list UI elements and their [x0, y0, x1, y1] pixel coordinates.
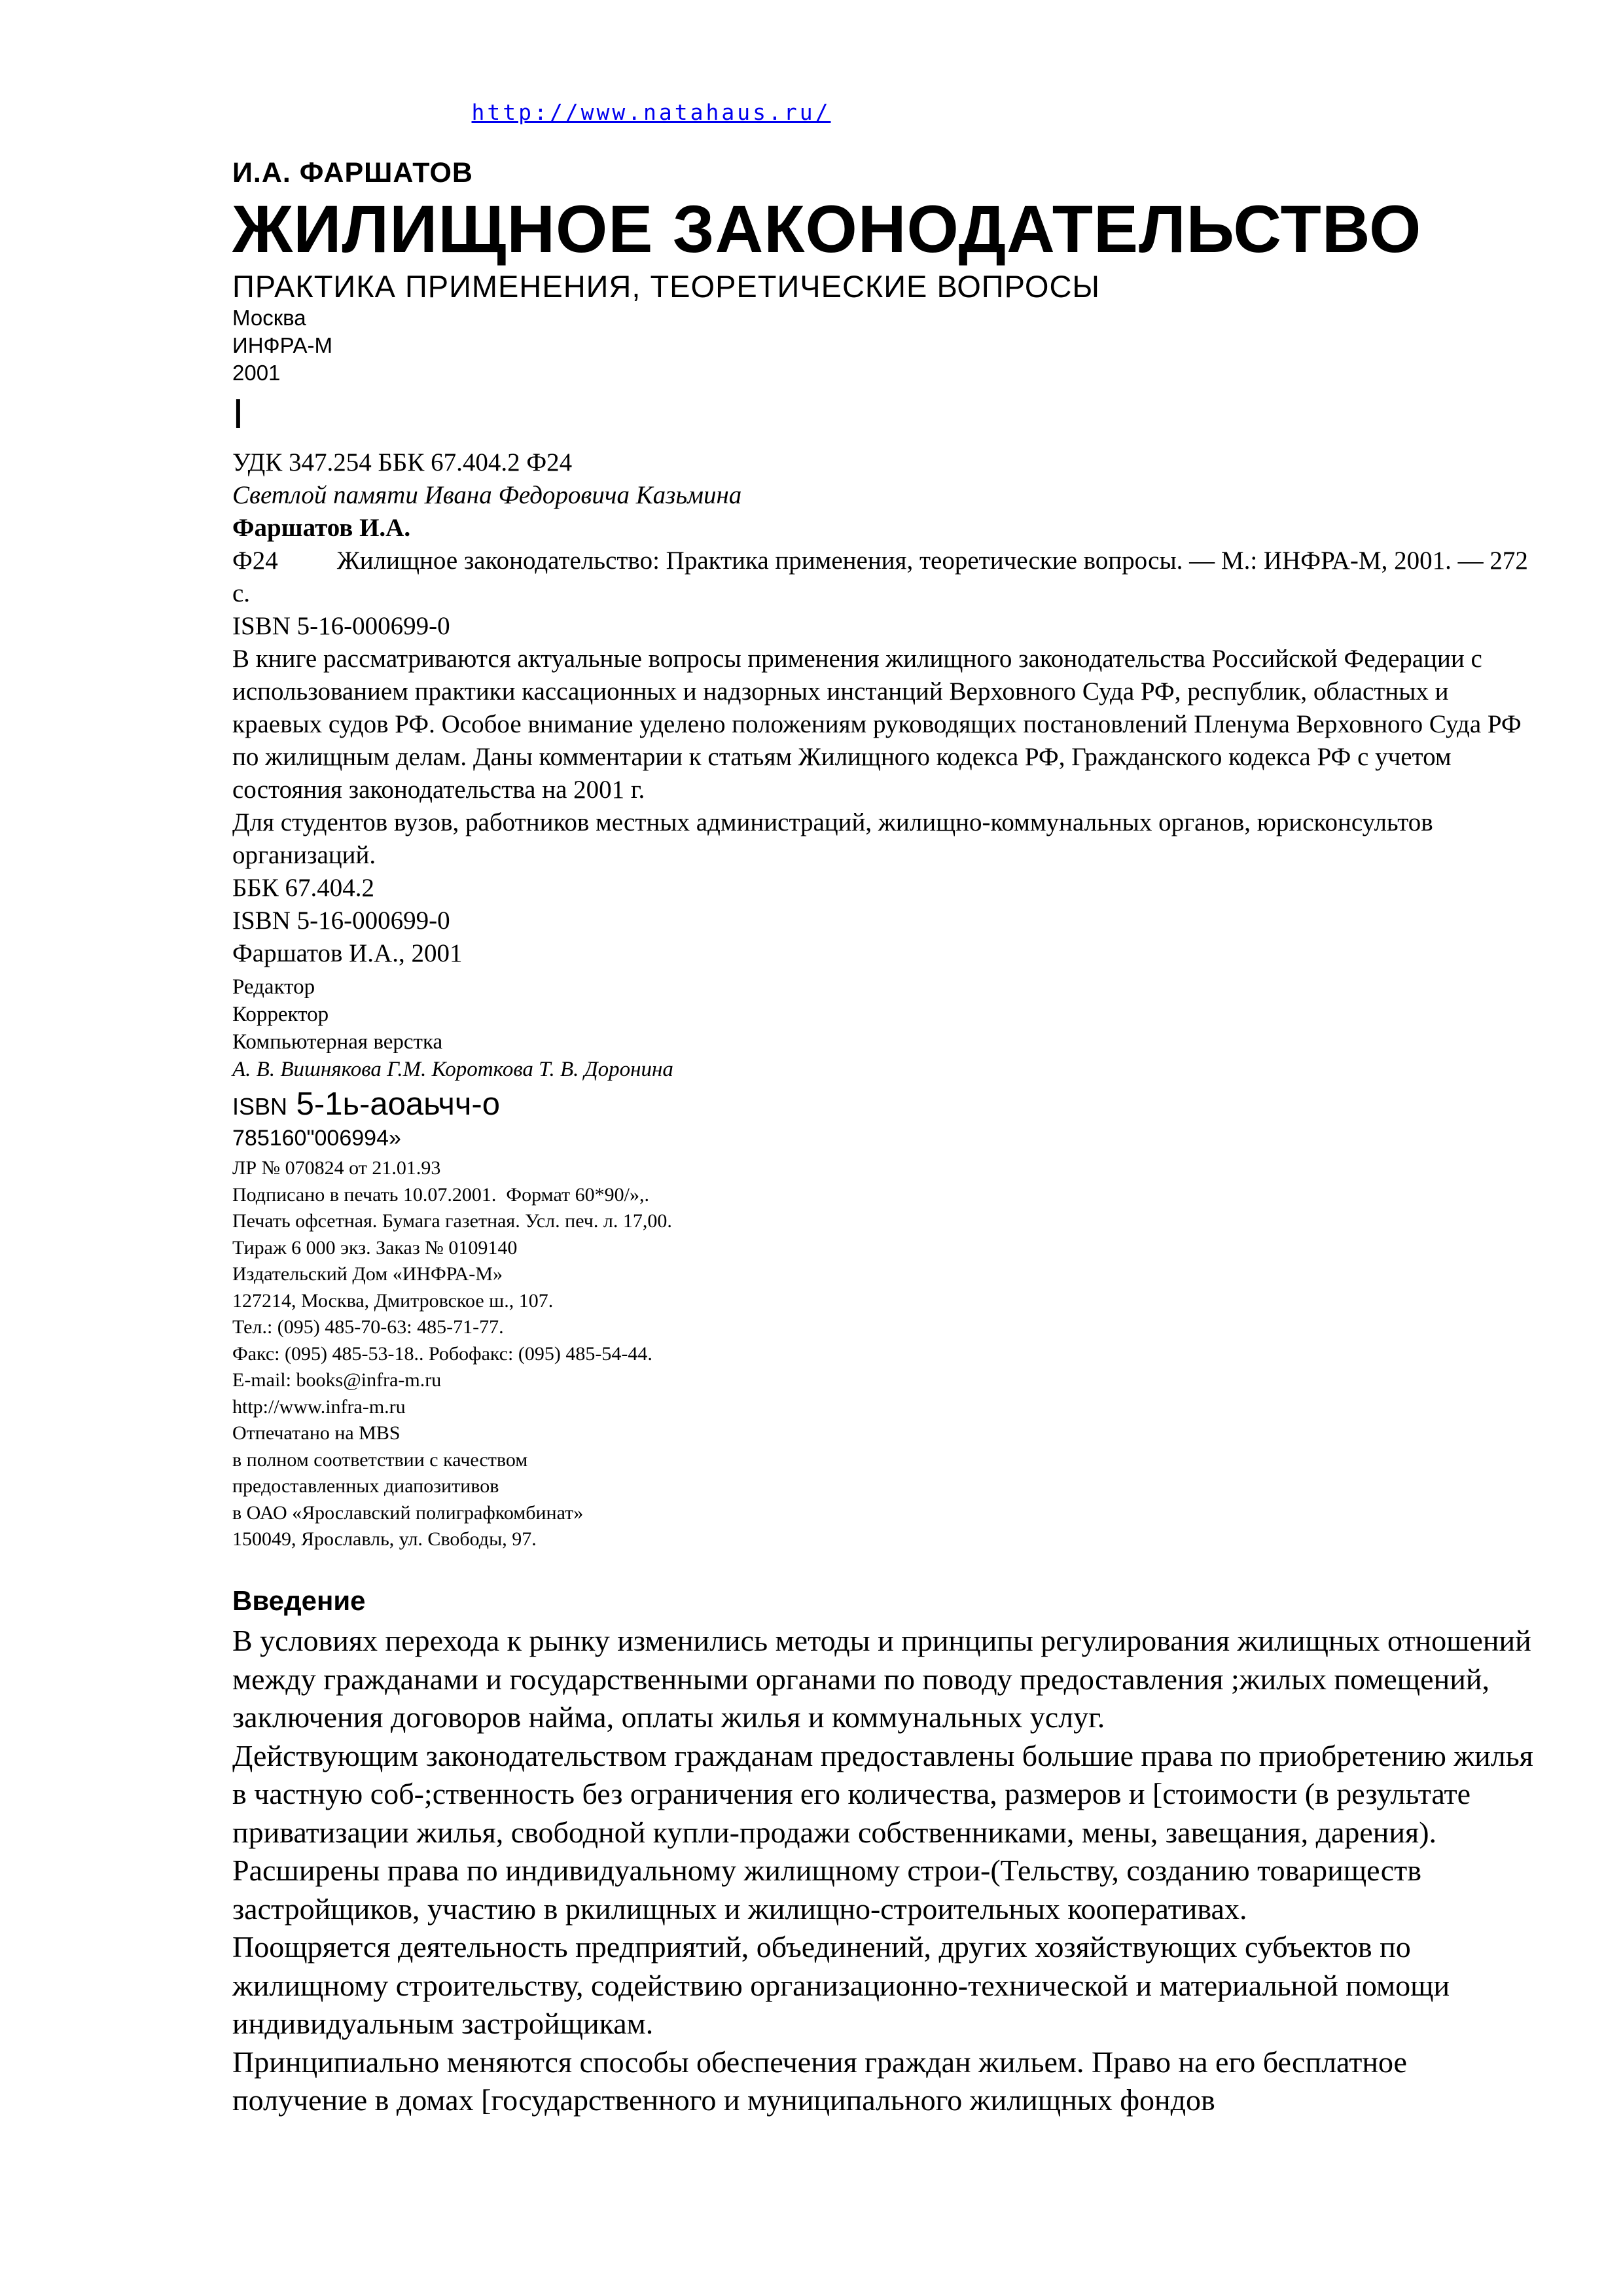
- imprint-line: Печать офсетная. Бумага газетная. Усл. печ. л. 17,00.: [232, 1210, 672, 1232]
- credit-layout: Компьютерная верстка: [232, 1030, 443, 1054]
- imprint-line: http://www.infra-m.ru: [232, 1395, 406, 1418]
- audience: Для студентов вузов, работников местных администраций, жилищно-коммунальных органов, юрисконсультов организаций.: [232, 808, 1433, 869]
- copyright-line: Фаршатов И.А., 2001: [232, 939, 463, 967]
- publication-info: [232, 304, 332, 387]
- intro-paragraph: Принципиально меняются способы обеспечения граждан жильем. Право на его бесплатное получение в домах [государственного и муниципального жилищных фондов: [232, 2045, 1407, 2117]
- isbn-garbled-value: 5-1ь-аоаьчч-о: [296, 1086, 500, 1122]
- credit-corrector: Корректор: [232, 1003, 329, 1026]
- credit-editor: Редактор: [232, 975, 315, 999]
- imprint-line: в ОАО «Ярославский полиграфкомбинат»: [232, 1501, 584, 1524]
- credit-names: А. В. Вишнякова Г.М. Короткова Т. В. Доронина: [232, 1058, 673, 1081]
- imprint-line: Издательский Дом «ИНФРА-М»: [232, 1263, 503, 1285]
- imprint-line: Тираж 6 000 экз. Заказ № 0109140: [232, 1236, 518, 1259]
- imprint-line: в полном соответствии с качеством: [232, 1448, 528, 1471]
- credits-block: [232, 973, 673, 1083]
- bbk-line: ББК 67.404.2: [232, 874, 375, 902]
- book-title: ЖИЛИЩНОЕ ЗАКОНОДАТЕЛЬСТВО: [232, 192, 1422, 266]
- bib-entry-text: Жилищное законодательство: Практика применения, теоретические вопросы. — М.: ИНФРА-М, 2001. — 272 с.: [232, 547, 1528, 607]
- header-url: [0, 99, 1302, 125]
- publication-year: 2001: [232, 361, 281, 385]
- imprint-line: Факс: (095) 485-53-18.. Робофакс: (095) 485-54-44.: [232, 1342, 652, 1365]
- author-name: И.А. ФАРШАТОВ: [232, 157, 473, 188]
- book-subtitle: ПРАКТИКА ПРИМЕНЕНИЯ, ТЕОРЕТИЧЕСКИЕ ВОПРОСЫ: [232, 269, 1101, 304]
- publication-city: Москва: [232, 306, 306, 330]
- site-link[interactable]: http://www.natahaus.ru/: [471, 99, 831, 125]
- imprint-line: 127214, Москва, Дмитровское ш., 107.: [232, 1289, 554, 1312]
- barcode-text: 785160"006994»: [232, 1126, 401, 1151]
- imprint-line: Отпечатано на MBS: [232, 1422, 401, 1444]
- bib-entry: [232, 545, 1535, 610]
- dedication: Светлой памяти Ивана Федоровича Казьмина: [232, 481, 742, 509]
- imprint-line: предоставленных диапозитивов: [232, 1475, 499, 1497]
- isbn-repeat: ISBN 5-16-000699-0: [232, 906, 450, 935]
- imprint-line: ЛР № 070824 от 21.01.93: [232, 1157, 441, 1179]
- imprint-line: Тел.: (095) 485-70-63: 485-71-77.: [232, 1316, 504, 1338]
- isbn-line: ISBN 5-16-000699-0: [232, 612, 450, 640]
- intro-paragraph: Поощряется деятельность предприятий, объединений, других хозяйствующих субъектов по жилищному строительству, содействию организационно-технической и материальной помощи индивидуальным застройщикам.: [232, 1930, 1450, 2040]
- isbn-garbled: [232, 1085, 500, 1126]
- cursor-mark: I: [232, 390, 244, 437]
- imprint-line: E-mail: books@infra-m.ru: [232, 1369, 442, 1391]
- isbn-garbled-label: ISBN: [232, 1093, 288, 1120]
- imprint-line: Подписано в печать 10.07.2001. Формат 60*90/»,.: [232, 1183, 649, 1206]
- intro-paragraph: Действующим законодательством гражданам предоставлены большие права по приобретению жилья в частную соб-;ственность без ограничения его количества, размеров и [стоимости (в результате приватизации жилья, свободной купли-продажи собственниками, мены, завещания, дарения). Расширены права по индивидуальному жилищному строи-(Тельству, созданию товариществ застройщиков, участию в ркилищных и жилищно-строительных кооперативах.: [232, 1738, 1533, 1926]
- intro-heading: Введение: [232, 1585, 366, 1616]
- abstract: В книге рассматриваются актуальные вопросы применения жилищного законодательства Российской Федерации с использованием практики кассационных и надзорных инстанций Верховного Суда РФ, республик, областных и краевых судов РФ. Особое внимание уделено положениям руководящих постановлений Пленума Верховного Суда РФ по жилищным делам. Даны комментарии к статьям Жилищного кодекса РФ, Гражданского кодекса РФ с учетом состояния законодательства на 2001 г.: [232, 645, 1522, 804]
- intro-body: [232, 1622, 1535, 2120]
- intro-paragraph: В условиях перехода к рынку изменились методы и принципы регулирования жилищных отношений между гражданами и государственными органами по поводу предоставления ;жилых помещений, заключения договоров найма, оплаты жилья и коммунальных услуг.: [232, 1624, 1531, 1734]
- catalog-code: Ф24: [232, 547, 278, 575]
- imprint-block: [232, 1155, 672, 1553]
- udk-line: УДК 347.254 ББК 67.404.2 Ф24: [232, 448, 573, 476]
- catalog-block: [232, 446, 1535, 970]
- publication-publisher: ИНФРА-М: [232, 333, 332, 357]
- catalog-author: Фаршатов И.А.: [232, 514, 411, 542]
- imprint-line: 150049, Ярославль, ул. Свободы, 97.: [232, 1528, 537, 1550]
